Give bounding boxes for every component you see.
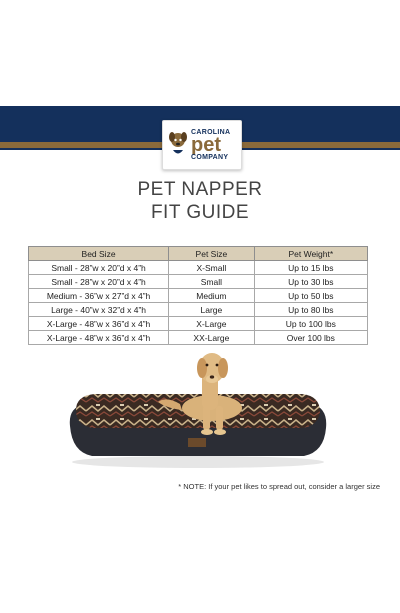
logo-company-text: COMPANY [191, 154, 229, 161]
cell-pet-weight: Up to 100 lbs [254, 317, 367, 331]
cell-bed-size: Small - 28”w x 20”d x 4”h [29, 275, 169, 289]
cell-bed-size: Small - 28”w x 20”d x 4”h [29, 261, 169, 275]
table-row [29, 317, 368, 331]
cell-pet-weight: Up to 15 lbs [254, 261, 367, 275]
cell-pet-weight: Over 100 lbs [254, 331, 367, 345]
logo-carolina-text: CAROLINA [191, 129, 231, 136]
cell-pet-size: XX-Large [169, 331, 255, 345]
cell-bed-size: X-Large - 48”w x 36”d x 4”h [29, 317, 169, 331]
cell-pet-size: Medium [169, 289, 255, 303]
header-pet-weight: Pet Weight* [254, 247, 367, 261]
table-row [29, 261, 368, 275]
cell-pet-weight: Up to 50 lbs [254, 289, 367, 303]
title-line-1: PET NAPPER [137, 179, 263, 200]
header-pet-size: Pet Size [169, 247, 255, 261]
cell-bed-size: Medium - 36”w x 27”d x 4”h [29, 289, 169, 303]
table-row [29, 303, 368, 317]
cell-bed-size: Large - 40”w x 32”d x 4”h [29, 303, 169, 317]
cell-pet-size: Large [169, 303, 255, 317]
table-row [29, 331, 368, 345]
table-row [29, 275, 368, 289]
dog-silhouette-icon [167, 130, 189, 160]
carolina-pet-logo [162, 120, 242, 170]
cell-bed-size: X-Large - 48”w x 36”d x 4”h [29, 331, 169, 345]
table-header-row [29, 247, 368, 261]
fit-guide-table [28, 246, 368, 345]
table-row [29, 289, 368, 303]
logo-pet-text: pet [191, 134, 221, 156]
page-title [0, 178, 400, 224]
cell-pet-weight: Up to 80 lbs [254, 303, 367, 317]
cell-pet-weight: Up to 30 lbs [254, 275, 367, 289]
bed-label [188, 438, 206, 447]
cell-pet-size: Small [169, 275, 255, 289]
dog-on-bed-image [62, 348, 334, 470]
bed-shadow [72, 456, 324, 468]
cell-pet-size: X-Large [169, 317, 255, 331]
cell-pet-size: X-Small [169, 261, 255, 275]
sizing-note: * NOTE: If your pet likes to spread out, consider a larger size [178, 482, 380, 491]
header-bed-size: Bed Size [29, 247, 169, 261]
title-line-2: FIT GUIDE [150, 202, 250, 223]
